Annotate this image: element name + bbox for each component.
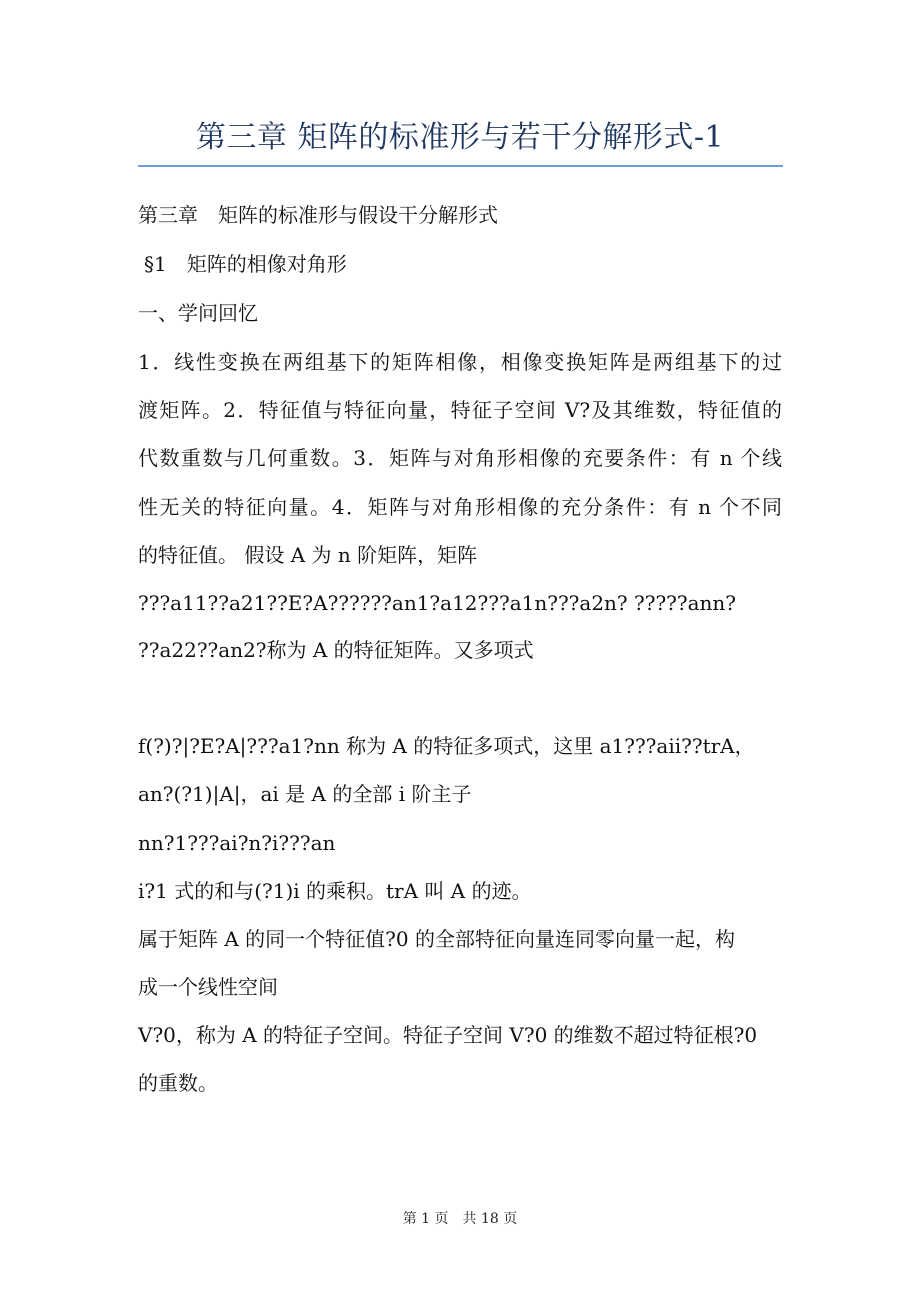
paragraph-line: 成一个线性空间 [138,975,278,999]
subsection-heading: 一、学问回忆 [138,301,258,325]
paragraph-line: 性无关的特征向量。4．矩阵与对角形相像的充分条件：有 n 个不同 [138,495,782,519]
paragraph-line: an?(?1)|A|，ai 是 A 的全部 i 阶主子 [138,782,472,806]
section-heading: §1 矩阵的相像对角形 [144,252,347,276]
paragraph-line: ???a11??a21??E?A??????an1?a12???a1n???a2n? ?????ann? [138,591,737,615]
paragraph-line: 1．线性变换在两组基下的矩阵相像，相像变换矩阵是两组基下的过 [138,350,782,374]
paragraph-line: 的重数。 [138,1071,218,1095]
chapter-heading: 第三章 矩阵的标准形与假设干分解形式 [138,203,498,227]
paragraph-line: f(?)?|?E?A|???a1?nn 称为 A 的特征多项式，这里 a1???aii??trA， [138,734,755,758]
paragraph-line: 渡矩阵。2．特征值与特征向量，特征子空间 V?及其维数，特征值的 [138,398,782,422]
paragraph-line: ??a22??an2?称为 A 的特征矩阵。又多项式 [138,638,534,662]
paragraph-line: nn?1???ai?n?i???an [138,831,336,855]
paragraph-line: V?0，称为 A 的特征子空间。特征子空间 V?0 的维数不超过特征根?0 [138,1023,758,1047]
title-divider [138,165,783,167]
paragraph-line: i?1 式的和与(?1)i 的乘积。trA 叫 A 的迹。 [138,879,532,903]
paragraph-line: 代数重数与几何重数。3．矩阵与对角形相像的充要条件：有 n 个线 [138,446,782,470]
page-footer: 第 1 页 共 18 页 [402,1211,518,1227]
paragraph-line: 属于矩阵 A 的同一个特征值?0 的全部特征向量连同零向量一起，构 [138,927,735,951]
document-title: 第三章 矩阵的标准形与若干分解形式-1 [195,120,725,155]
paragraph-line: 的特征值。 假设 A 为 n 阶矩阵，矩阵 [138,543,478,567]
